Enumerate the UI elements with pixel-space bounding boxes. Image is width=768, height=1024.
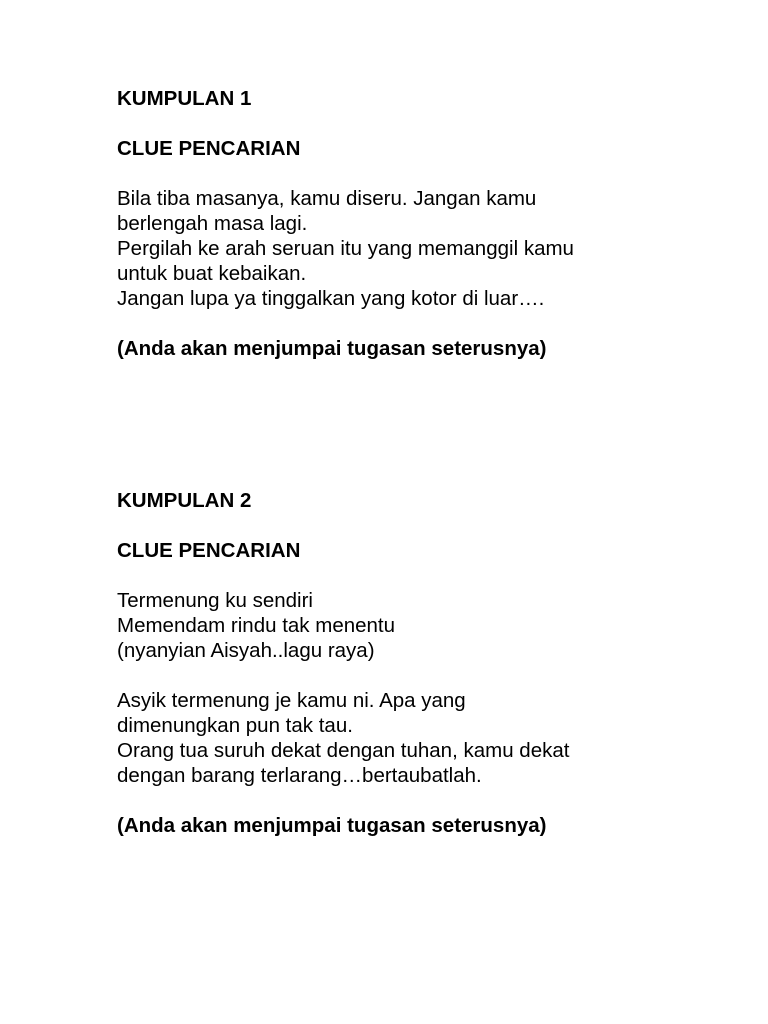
group-1-heading: KUMPULAN 1 (117, 87, 252, 110)
group-1-section (117, 86, 657, 361)
clue-line: Jangan lupa ya tinggalkan yang kotor di luar…. (117, 287, 545, 310)
clue-line: Orang tua suruh dekat dengan tuhan, kamu dekat (117, 739, 570, 762)
clue-line: dimenungkan pun tak tau. (117, 714, 353, 737)
clue-line: Bila tiba masanya, kamu diseru. Jangan kamu (117, 187, 537, 210)
group-1-clue-paragraph (117, 186, 657, 311)
clue-line: (nyanyian Aisyah..lagu raya) (117, 639, 375, 662)
clue-line: Memendam rindu tak menentu (117, 614, 396, 637)
group-1-subheading: CLUE PENCARIAN (117, 137, 301, 160)
clue-line: dengan barang terlarang…bertaubatlah. (117, 764, 482, 787)
clue-line: Pergilah ke arah seruan itu yang memanggil kamu (117, 237, 574, 260)
clue-line: Termenung ku sendiri (117, 589, 313, 612)
group-2-song-paragraph (117, 588, 657, 663)
clue-line: Asyik termenung je kamu ni. Apa yang (117, 689, 466, 712)
clue-line: untuk buat kebaikan. (117, 262, 307, 285)
group-2-clue-paragraph (117, 688, 657, 788)
group-2-heading: KUMPULAN 2 (117, 489, 252, 512)
group-2-section (117, 488, 657, 838)
group-2-footer: (Anda akan menjumpai tugasan seterusnya) (117, 814, 547, 837)
clue-line: berlengah masa lagi. (117, 212, 308, 235)
group-1-footer: (Anda akan menjumpai tugasan seterusnya) (117, 337, 547, 360)
group-2-subheading: CLUE PENCARIAN (117, 539, 301, 562)
